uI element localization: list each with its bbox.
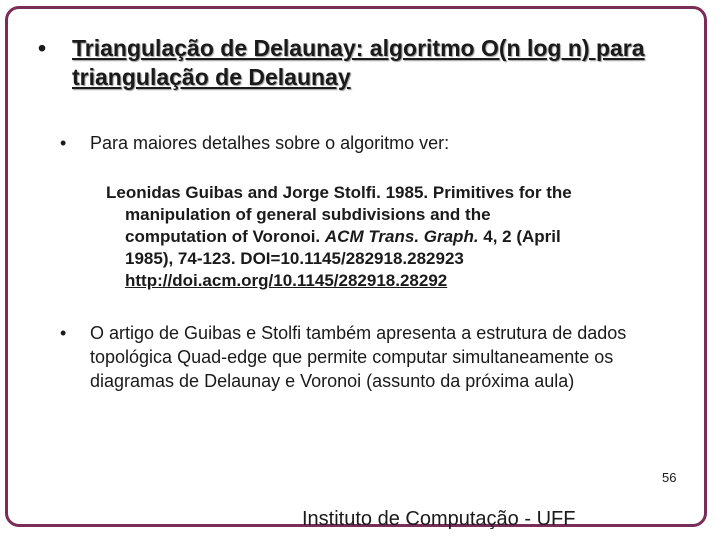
reference-line-3-post: 4, 2 (April [478, 227, 561, 246]
footer-institution: Instituto de Computação - UFF [302, 508, 576, 530]
reference-journal: ACM Trans. Graph. [324, 227, 479, 246]
page-number: 56 [662, 470, 677, 485]
bullet-text: Para maiores detalhes sobre o algoritmo ver: [90, 133, 450, 153]
title-bullet: • [38, 35, 47, 61]
bullet-text: O artigo de Guibas e Stolfi também apresenta a estrutura de dados topológica Quad-edge que permite computar simultaneamente os diagramas de Delaunay e Voronoi (assunto da próxima aula) [90, 323, 627, 391]
slide-title [38, 34, 658, 92]
reference-citation [106, 182, 666, 292]
reference-line-3 [125, 226, 666, 248]
bullet-item-details [60, 131, 449, 155]
reference-line-2: manipulation of general subdivisions and the [125, 205, 491, 224]
reference-line-4: 1985), 74-123. DOI=10.1145/282918.282923 [125, 249, 464, 268]
reference-link[interactable]: http://doi.acm.org/10.1145/282918.28292 [125, 271, 448, 290]
reference-link-line [125, 270, 666, 292]
reference-line-3-pre: computation of Voronoi. [125, 227, 325, 246]
reference-line-1: Leonidas Guibas and Jorge Stolfi. 1985. Primitives for the [106, 183, 572, 202]
bullet-dot: • [60, 323, 67, 343]
bullet-dot: • [60, 133, 67, 153]
bullet-item-quad-edge [60, 321, 670, 393]
title-text: Triangulação de Delaunay: algoritmo O(n log n) para triangulação de Delaunay [72, 35, 645, 90]
